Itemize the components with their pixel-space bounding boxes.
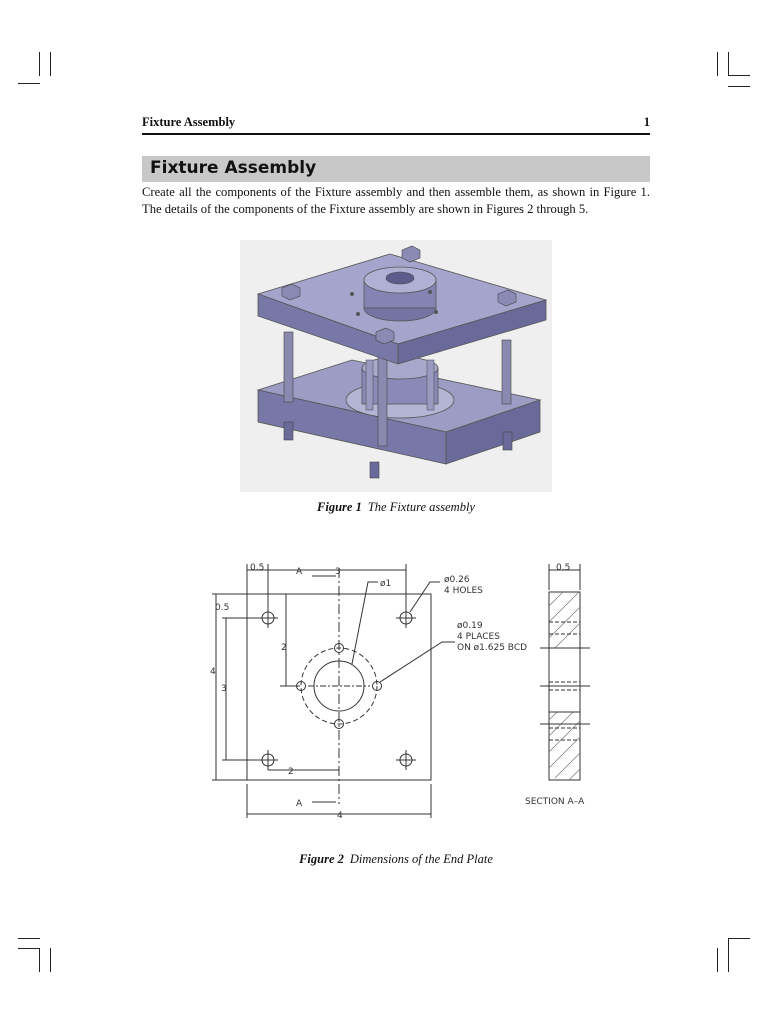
callout-bolt-circle: ON ø1.625 BCD xyxy=(457,643,528,653)
crop-mark-bottom-right-v2 xyxy=(728,938,729,972)
section-view-label: SECTION A–A xyxy=(525,797,585,807)
crop-mark-top-right-h xyxy=(728,75,750,76)
figure-2-caption-text: Dimensions of the End Plate xyxy=(349,852,493,866)
dim-0-5-left: 0.5 xyxy=(215,603,230,613)
body-paragraph: Create all the components of the Fixture assembly and then assemble them, as shown in Figure 1. The details of the components of the Fixture assembly are shown in Figures 2 through 5. xyxy=(142,185,650,216)
fixture-assembly-render xyxy=(240,240,552,492)
callout-center-hole: ø1 xyxy=(380,579,392,589)
crop-mark-bottom-left-v2 xyxy=(50,948,51,972)
dim-0-5-section: 0.5 xyxy=(556,563,571,573)
crop-mark-top-right-v2 xyxy=(728,52,729,76)
running-head-title: Fixture Assembly xyxy=(142,115,236,129)
crop-mark-bottom-left-h2 xyxy=(18,948,40,949)
section-heading-band xyxy=(142,156,650,182)
dim-3-left: 3 xyxy=(221,684,227,694)
callout-bolt-hole-qty: 4 PLACES xyxy=(457,632,500,642)
section-heading: Fixture Assembly xyxy=(150,158,317,178)
section-a-bottom-label: A xyxy=(296,799,303,809)
crop-mark-bottom-left-h xyxy=(18,938,40,939)
end-plate-drawing xyxy=(200,556,620,828)
dim-4-left: 4 xyxy=(210,667,216,677)
dim-4-bottom: 4 xyxy=(337,811,343,821)
callout-corner-hole-dia: ø0.26 xyxy=(444,575,470,585)
crop-mark-top-left-h xyxy=(18,83,40,84)
crop-mark-top-left-v2 xyxy=(50,52,51,76)
dim-3-top: 3 xyxy=(335,567,341,577)
header-rule xyxy=(142,133,650,135)
running-head xyxy=(142,115,650,133)
figure-1-label: Figure 1 xyxy=(317,500,362,514)
crop-mark-top-right-h2 xyxy=(728,86,750,87)
callout-corner-hole-qty: 4 HOLES xyxy=(444,586,483,596)
dim-2-bottom: 2 xyxy=(288,767,294,777)
crop-mark-bottom-right-v1 xyxy=(717,948,718,972)
dim-2-left: 2 xyxy=(281,643,287,653)
crop-mark-bottom-left-v1 xyxy=(39,948,40,972)
crop-mark-top-left-v1 xyxy=(39,52,40,76)
dim-0-5-top: 0.5 xyxy=(250,563,265,573)
page-number: 1 xyxy=(643,115,650,129)
figure-2-label: Figure 2 xyxy=(299,852,344,866)
figure-1-caption xyxy=(142,500,650,515)
figure-1-caption-text: The Fixture assembly xyxy=(367,500,475,514)
section-a-top-label: A xyxy=(296,567,303,577)
callout-bolt-hole-dia: ø0.19 xyxy=(457,621,483,631)
figure-2-caption xyxy=(142,852,650,867)
crop-mark-top-right-v1 xyxy=(717,52,718,76)
crop-mark-bottom-right-h xyxy=(728,938,750,939)
